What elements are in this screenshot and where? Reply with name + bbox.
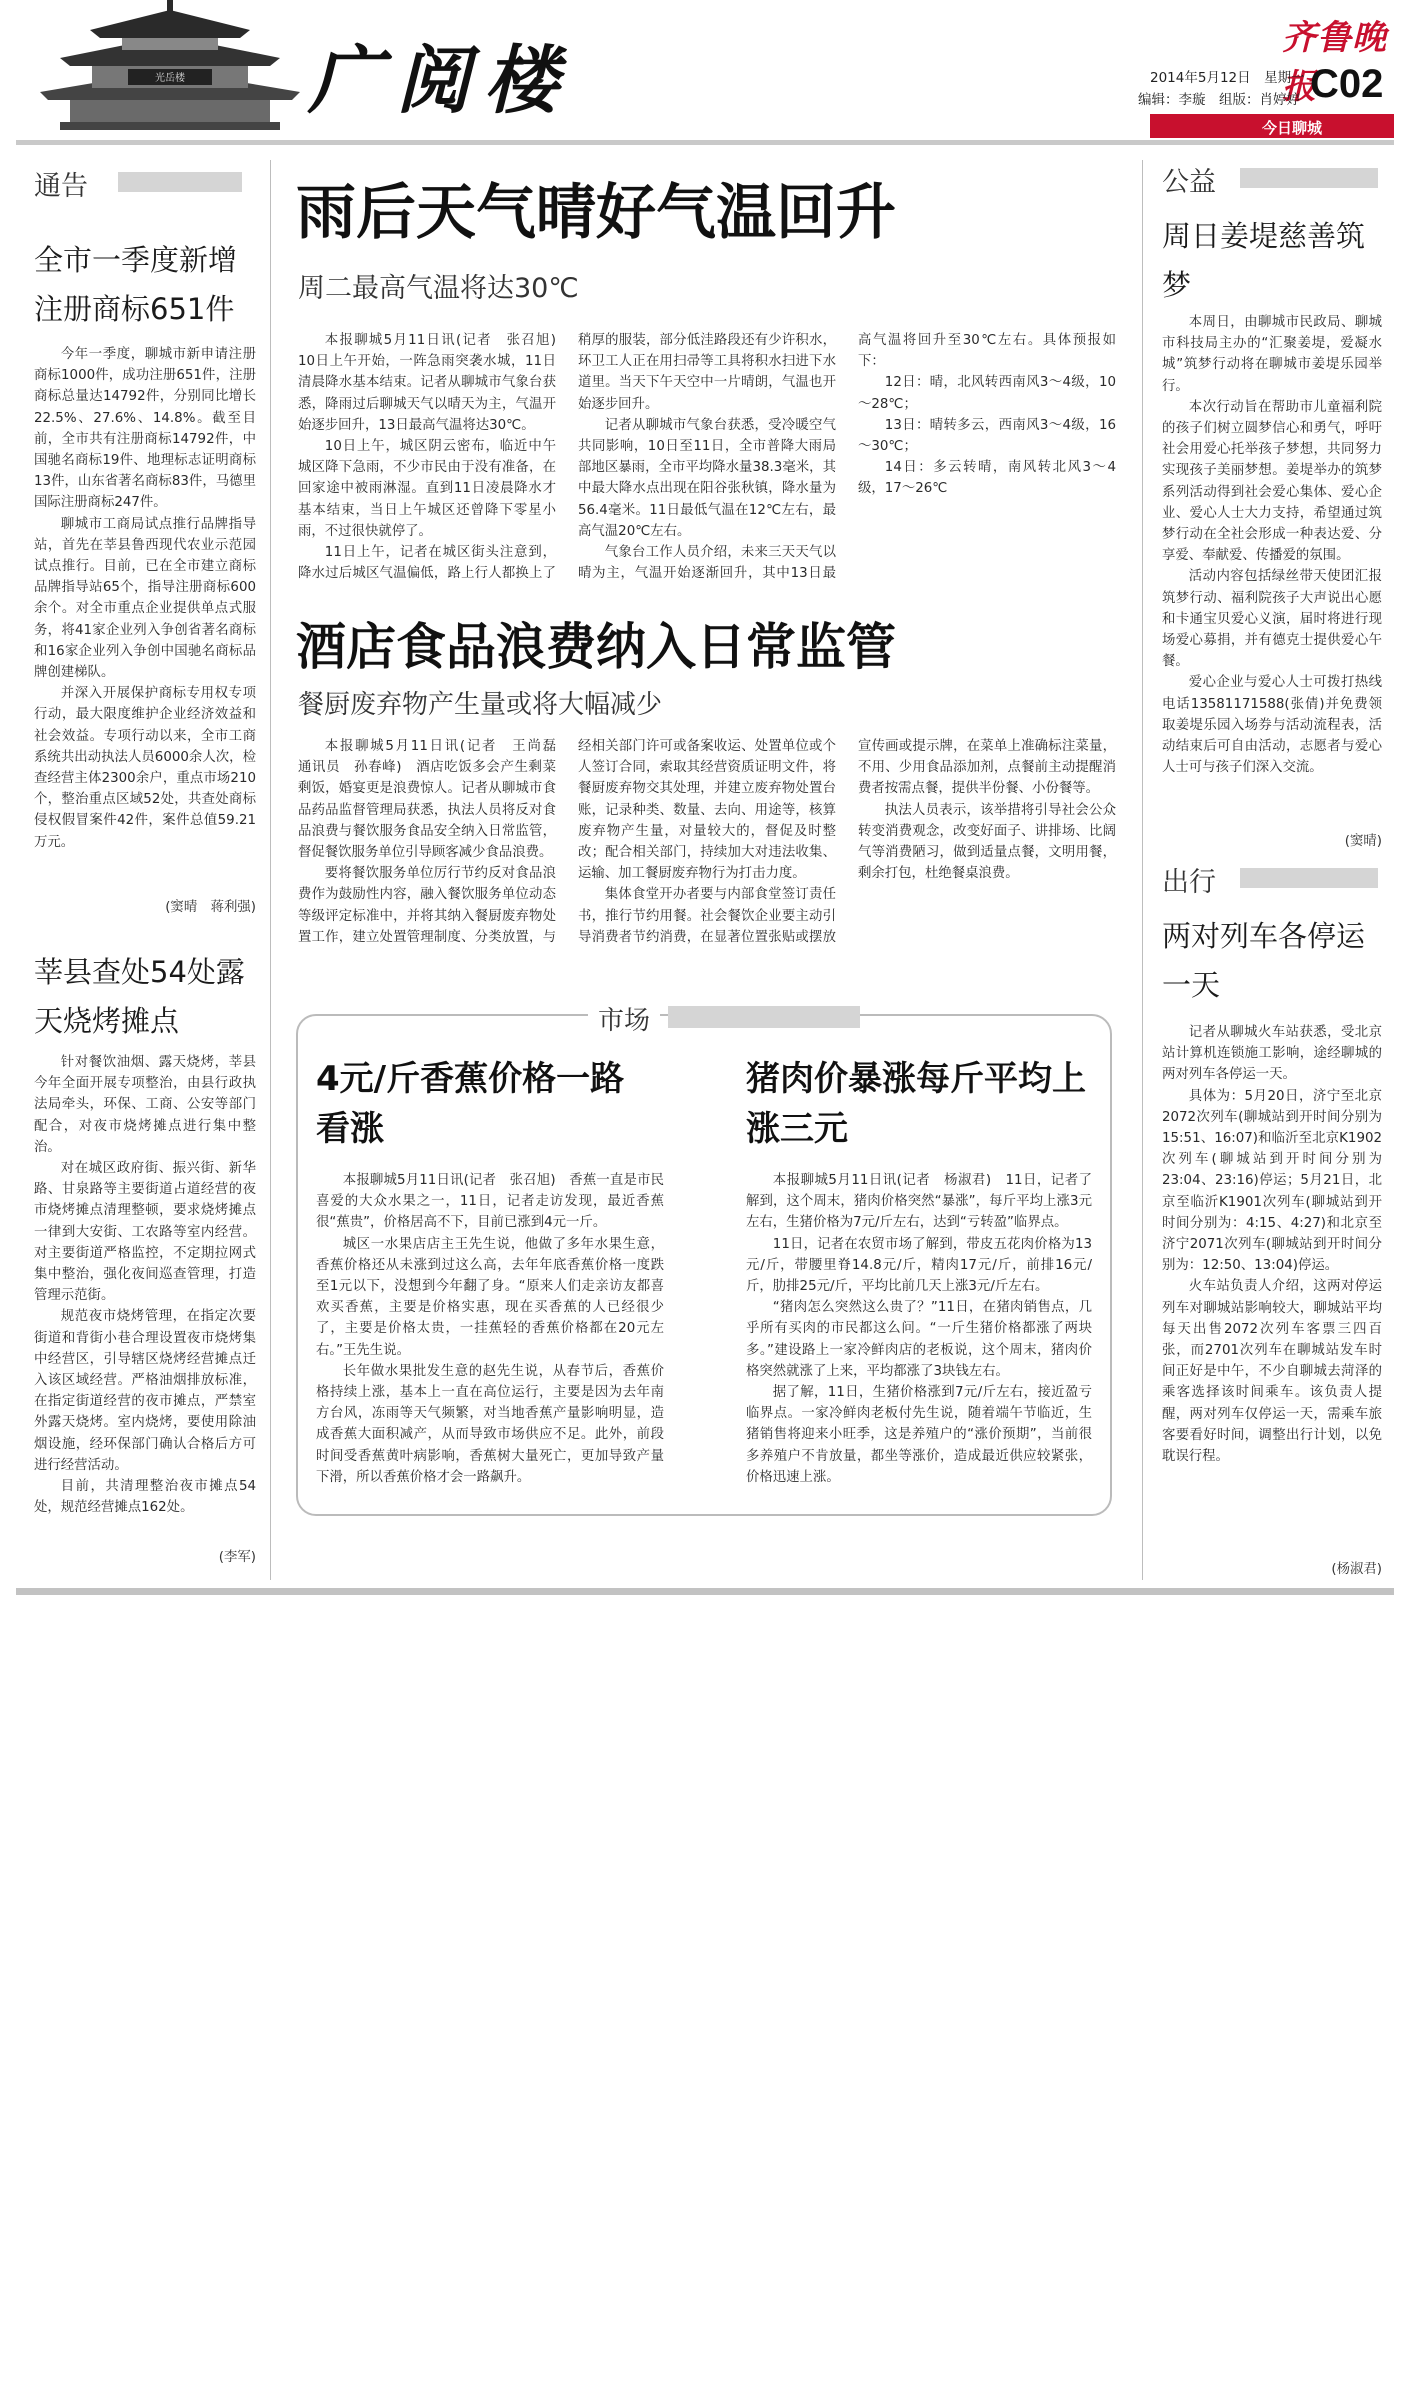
paragraph: 火车站负责人介绍，这两对停运列车对聊城站影响较大，聊城站平均每天出售2072次列车客票三四百张，而2701次列车在聊城站发车时间正好是中午，不少自聊城去菏泽的乘客选择该时间乘车。该负责人提醒，两对列车仅停运一天，需乘车旅客要看好时间，调整出行计划，以免耽误行程。 [1162,1279,1382,1465]
article-bbq-body [34,1052,256,1542]
paragraph: 本报聊城5月11日讯(记者 张召旭) 香蕉一直是市民喜爱的大众水果之一，11日，记者走访发现，最近香蕉很“蕉贵”，价格居高不下，目前已涨到4元一斤。 [316,1173,664,1231]
header-rule [16,140,1394,145]
paragraph: 长年做水果批发生意的赵先生说，从春节后，香蕉价格持续上涨，基本上一直在高位运行，主要是因为去年南方台风，冻雨等天气频繁，对当地香蕉产量影响明显，造成香蕉大面积减产，从而导致市场供应不足。此外，前段时间受香蕉黄叶病影响，香蕉树大量死亡，更加导致产量下滑，所以香蕉价格才会一路飙升。 [316,1363,664,1485]
paragraph: 对在城区政府街、振兴街、新华路、甘泉路等主要街道占道经营的夜市烧烤摊点清理整顿，要求烧烤摊点一律到大安街、工农路等室内经营。对主要街道严格监控，不定期拉网式集中整治，强化夜间巡查管理，打造管理示范街。 [34,1161,256,1304]
paragraph: “猪肉怎么突然这么贵了？”11日，在猪肉销售点，几乎所有买肉的市民都这么问。“一斤生猪价格都涨了两块多。”建设路上一家冷鲜肉店的老板说，这个周末，猪肉价格突然就涨了上来，平均都涨了3块钱左右。 [746,1300,1092,1379]
section-charity-bar [1240,168,1378,188]
edition-banner-text: 今日聊城 [1261,119,1322,137]
forecast-line: 12日：晴，北风转西南风3～4级，10～28℃； [858,375,1116,412]
paragraph: 记者从聊城火车站获悉，受北京站计算机连锁施工影响，途经聊城的两对列车各停运一天。 [1162,1025,1382,1083]
page-number: C02 [1310,62,1384,106]
paragraph: 本周日，由聊城市民政局、聊城市科技局主办的“汇聚姜堤，爱凝水城”筑梦行动将在聊城市姜堤乐园举行。 [1162,315,1382,394]
issue-date: 2014年5月12日 星期一 [1150,70,1305,86]
paragraph: 聊城市工商局试点推行品牌指导站，首先在莘县鲁西现代农业示范园试点推行。目前，已在全市建立商标品牌指导站65个，指导注册商标600余个。对全市重点企业提供单点式服务，将41家企业列入争创省著名商标和16家企业列入争创中国驰名商标品牌创建梯队。 [34,516,256,681]
column-rule-right [1142,160,1143,1580]
paragraph: 10日上午，城区阴云密布，临近中午城区降下急雨，不少市民由于没有准备，在回家途中被雨淋湿。直到11日凌晨降水才基本结束，当日上午城区还曾降下零星小雨，不过很快就停了。 [298,439,556,539]
paragraph: 11日上午，记者在城区街头注意到，降水过后城区气温偏低，路上行人都换上了稍厚的服装，部分低洼路段还有少许积水，环卫工人正在用扫帚等工具将积水扫进下水道里。当天下午天空中一片晴朗，气温也开始逐步回升。 [298,333,836,582]
column-name: 广阅楼 [308,38,572,124]
paragraph: 活动内容包括绿丝带天使团汇报筑梦行动、福利院孩子大声说出心愿和卡通宝贝爱心义演，届时将进行现场爱心募捐，并有德克士提供爱心午餐。 [1162,569,1382,670]
weather-title: 雨后天气晴好气温回升 [296,178,896,248]
paragraph: 目前，共清理整治夜市摊点54处，规范经营摊点162处。 [34,1479,256,1516]
article-charity-body [1162,312,1382,826]
paragraph: 要将餐饮服务单位厉行节约反对食品浪费作为鼓励性内容，融入餐饮服务单位动态等级评定标准中，并将其纳入餐厨废弃物处置工作，建立处置管理制度、分类放置，与经相关部门许可或备案收运、处置单位或个人签订合同，索取其经营资质证明文件，将餐厨废弃物交其处理，并建立废弃物处置台账，记录种类、数量、去向、用途等，核算废弃物产生量，对量较大的，督促及时整改；配合相关部门，持续加大对违法收集、运输、加工餐厨废弃物行为打击力度。 [298,739,836,945]
paragraph: 针对餐饮油烟、露天烧烤，莘县今年全面开展专项整治，由县行政执法局牵头，环保、工商、公安等部门配合，对夜市烧烤摊点进行集中整治。 [34,1055,256,1155]
pagoda-plaque: 光岳楼 [155,73,185,84]
paragraph: 气象台工作人员介绍，未来三天天气以晴为主，气温开始逐渐回升，其中13日最高气温将回升至30℃左右。具体预报如下： [578,333,1116,582]
section-travel: 出行 [1162,867,1216,898]
pork-title: 猪肉价暴涨每斤平均上涨三元 [746,1059,1086,1149]
paragraph: 规范夜市烧烤管理，在指定次要街道和背街小巷合理设置夜市烧烤集中经营区，引导辖区烧烤经营摊点迁入该区域经营。严格油烟排放标准，在指定街道经营的夜市摊点，严禁室外露天烧烤。室内烧烤，要使用除油烟设施，经环保部门确认合格后方可进行经营活动。 [34,1309,256,1473]
paragraph: 爱心企业与爱心人士可拨打热线电话13581171588(张倩)并免费领取姜堤乐园入场券与活动流程表，活动结束后可自由活动，志愿者与爱心人士可与孩子们深入交流。 [1162,675,1382,776]
section-travel-bar [1240,868,1378,888]
forecast-line: 13日：晴转多云，西南风3～4级，16～30℃； [858,417,1116,455]
article-bbq-title: 莘县查处54处露天烧烤摊点 [34,955,245,1038]
banana-body [316,1170,664,1502]
section-market: 市场 [588,1000,660,1037]
paragraph: 据了解，11日，生猪价格涨到7元/斤左右，接近盈亏临界点。一家冷鲜肉老板付先生说，随着端午节临近，生猪销售将迎来小旺季，这是养殖户的“涨价预期”，当前很多养殖户不肯放量，都坐等涨价，造成最近供应较紧张，价格迅速上涨。 [746,1385,1092,1485]
section-market-bar [668,1006,860,1028]
paragraph: 今年一季度，聊城市新申请注册商标1000件，成功注册651件，注册商标总量达14792件，分别同比增长22.5%、27.6%、14.8%。截至目前，全市共有注册商标14792件，中国驰名商标19件、地理标志证明商标13件，山东省著名商标83件，马德里国际注册商标247件。 [34,347,256,511]
article-charity-byline: (窦晴) [1344,834,1382,849]
paragraph: 本次行动旨在帮助市儿童福利院的孩子们树立圆梦信心和勇气，呼吁社会用爱心托举孩子梦想，共同努力实现孩子美丽梦想。姜堤举办的筑梦系列活动得到社会爱心集体、爱心企业、爱心人士大力支持，希望通过筑梦行动在全社会形成一种表达爱、分享爱、奉献爱、传播爱的氛围。 [1162,399,1382,564]
edition-banner [1150,114,1394,138]
pork-body [746,1170,1092,1502]
paragraph: 集体食堂开办者要与内部食堂签订责任书，推行节约用餐。社会餐饮企业要主动引导消费者节约消费，在显著位置张贴或摆放宣传画或提示牌，在菜单上准确标注菜量，不用、少用食品添加剂，点餐前主动提醒消费者按需点餐，提供半份餐、小份餐等。 [578,739,1116,945]
pagoda-illustration [30,0,310,130]
footer-rule [16,1588,1394,1595]
paragraph: 并深入开展保护商标专用权专项行动，最大限度维护企业经济效益和社会效益。专项行动以来，全市工商系统共出动执法人员6000余人次，检查经营主体2300余户，重点市场210个，整治重点区域52处，共查处商标侵权假冒案件42件，案件总值59.21万元。 [34,686,256,850]
section-charity: 公益 [1162,167,1216,198]
paper-name: 齐鲁晚报 [1282,18,1387,107]
issue-editors: 编辑：李璇 组版：肖婷婷 [1138,92,1300,108]
section-notice: 通告 [34,171,88,202]
paragraph: 记者从聊城市气象台获悉，受冷暖空气共同影响，10日至11日，全市普降大雨局部地区暴雨，全市平均降水量38.3毫米，其中最大降水点出现在阳谷张秋镇，降水量为56.4毫米。11日最低气温在12℃左右，最高气温20℃左右。 [578,417,836,539]
article-bbq-byline: (李军) [218,1550,256,1565]
paragraph: 本报聊城5月11日讯(记者 张召旭) 10日上午开始，一阵急雨突袭水城，11日清晨降水基本结束。记者从聊城市气象台获悉，降雨过后聊城天气以晴天为主，气温开始逐步回升，13日最高气温将达30℃。 [298,333,570,433]
food-body [298,736,1116,972]
article-trademark-title: 全市一季度新增注册商标651件 [34,243,238,326]
paragraph: 具体为：5月20日，济宁至北京2072次列车(聊城站到开时间分别为15:51、16:07)和临沂至北京K1902次列车(聊城站到开时间分别为23:04、23:16)停运；5月21日，北京至临沂K1901次列车(聊城站到开时间分别为：4:15、4:27)和北京至济宁2071次列车(聊城站到开时间分别为：12:50、13:04)停运。 [1162,1088,1382,1274]
paragraph: 本报聊城5月11日讯(记者 杨淑君) 11日，记者了解到，这个周末，猪肉价格突然“暴涨”，每斤平均上涨3元左右，生猪价格为7元/斤左右，达到“亏转盈”临界点。 [746,1173,1092,1231]
article-trademark-byline: (窦晴 蒋利强) [165,900,256,915]
weather-body [298,330,1116,592]
article-train-title: 两对列车各停运一天 [1162,919,1366,1002]
article-train-byline: (杨淑君) [1331,1562,1382,1577]
forecast-line: 14日：多云转晴，南风转北风3～4级，17～26℃ [858,460,1116,497]
paragraph: 11日，记者在农贸市场了解到，带皮五花肉价格为13元/斤，带腰里脊14.8元/斤，精肉17元/斤，前排16元/斤，肋排25元/斤，平均比前几天上涨3元/斤左右。 [746,1236,1092,1295]
weather-subtitle: 周二最高气温将达30℃ [298,273,579,304]
food-title: 酒店食品浪费纳入日常监管 [296,618,896,676]
article-charity-title: 周日姜堤慈善筑梦 [1162,219,1366,302]
paragraph: 执法人员表示，该举措将引导社会公众转变消费观念，改变好面子、讲排场、比阔气等消费陋习，做到适量点餐，文明用餐，剩余打包，杜绝餐桌浪费。 [858,802,1116,882]
banana-title: 4元/斤香蕉价格一路看涨 [316,1059,625,1149]
section-notice-bar [118,172,242,192]
column-rule-left [270,160,271,1580]
paragraph: 本报聊城5月11日讯(记者 王尚磊 通讯员 孙春峰) 酒店吃饭多会产生剩菜剩饭，婚宴更是浪费惊人。记者从聊城市食品药品监督管理局获悉，执法人员将反对食品浪费与餐饮服务食品安全纳入日常监管，督促餐饮服务单位引导顾客减少食品浪费。 [298,739,570,861]
food-subtitle: 餐厨废弃物产生量或将大幅减少 [298,690,663,720]
paragraph: 城区一水果店店主王先生说，他做了多年水果生意，香蕉价格还从未涨到过这么高，去年年底香蕉价格一度跌至1元以下，没想到今年翻了身。“原来人们走亲访友都喜欢买香蕉，主要是价格实惠，现在买香蕉的人已经很少了，主要是价格太贵，一挂蕉轻的香蕉价格都在20元左右。”王先生说。 [316,1236,664,1358]
article-train-body [1162,1022,1382,1554]
article-trademark-body [34,344,256,892]
